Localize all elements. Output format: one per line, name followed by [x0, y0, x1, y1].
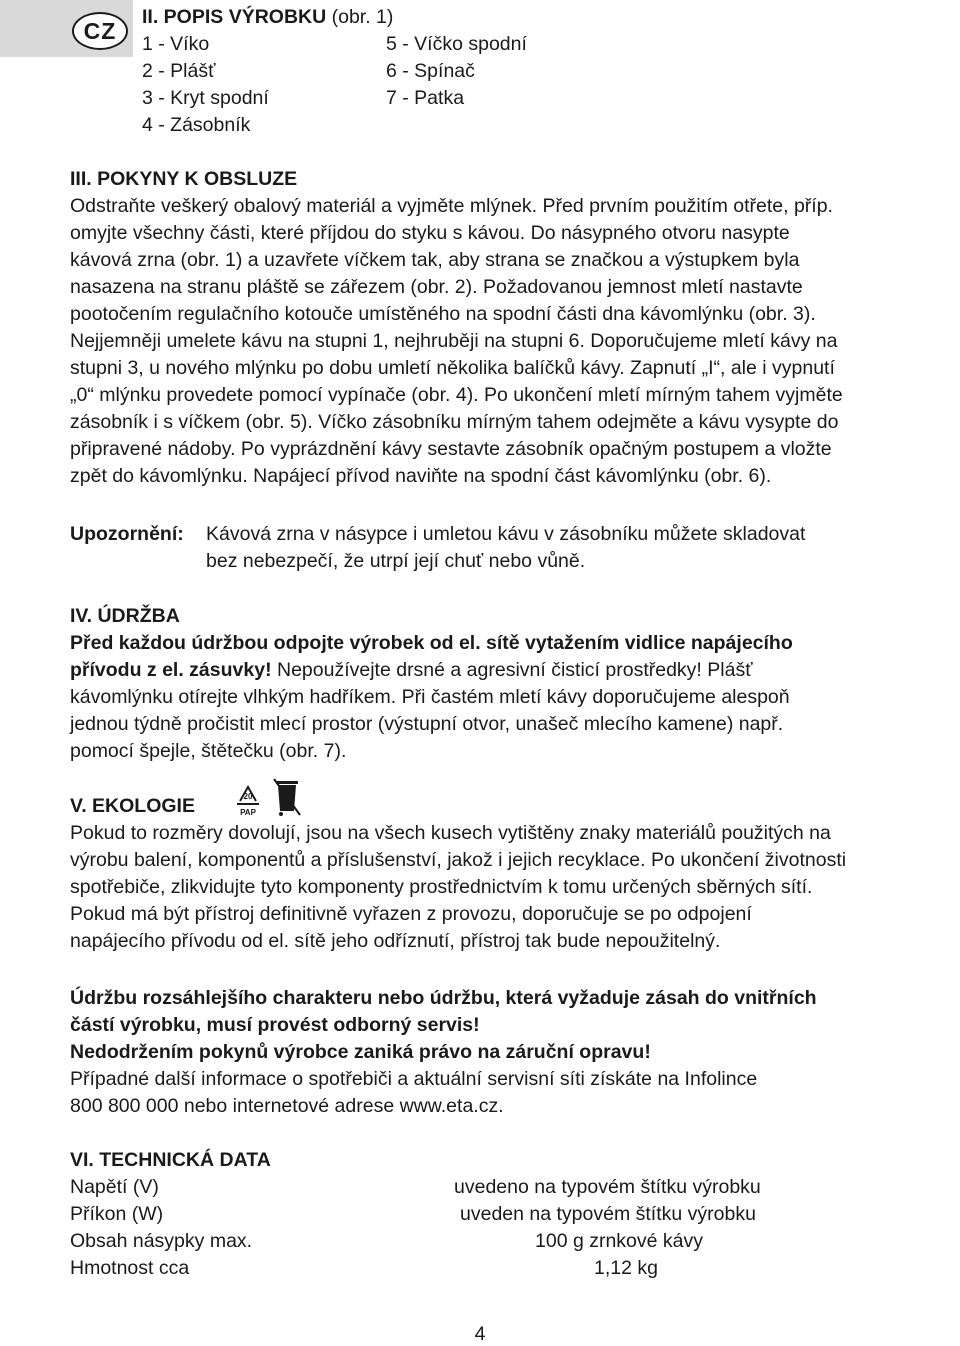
- service-warning: Údržbu rozsáhlejšího charakteru nebo údržbu, která vyžaduje zásah do vnitřních: [70, 987, 817, 1009]
- spec-label: Hmotnost cca: [70, 1257, 190, 1279]
- paragraph-line: Pokud má být přístroj definitivně vyřazen z provozu, doporučuje se po odpojení: [70, 903, 752, 925]
- section3-title: III. POKYNY K OBSLUZE: [70, 168, 298, 190]
- trash-bin-icon: [274, 779, 300, 816]
- paragraph-line: spotřebiče, zlikvidujte tyto komponenty prostřednictvím k tomu určených sběrných sítí.: [70, 876, 813, 898]
- warranty-warning: Nedodržením pokynů výrobce zaniká právo na záruční opravu!: [70, 1041, 651, 1063]
- spec-value: 100 g zrnkové kávy: [535, 1230, 704, 1252]
- paragraph-line: [70, 657, 753, 684]
- paragraph-line: zásobník i s víčkem (obr. 5). Víčko zásobníku mírným tahem odejměte a kávu vysypte do: [70, 411, 839, 433]
- spec-label: Obsah násypky max.: [70, 1230, 253, 1252]
- recycling-label: PAP: [240, 808, 256, 817]
- paragraph-line: Pokud to rozměry dovolují, jsou na všech kusech vytištěny znaky materiálů použitých na: [70, 822, 831, 844]
- paragraph-line: pomocí špejle, štětečku (obr. 7).: [70, 740, 347, 762]
- paragraph-line: 800 800 000 nebo internetové adrese www.eta.cz.: [70, 1095, 504, 1117]
- spec-value: uvedeno na typovém štítku výrobku: [454, 1176, 761, 1198]
- paragraph-line: zpět do kávomlýnku. Napájecí přívod naviňte na spodní část kávomlýnku (obr. 6).: [70, 465, 772, 487]
- paragraph-line: napájecího přívodu od el. sítě jeho odříznutí, přístroj tak bude nepoužitelný.: [70, 930, 721, 952]
- warning-text: bez nebezpečí, že utrpí její chuť nebo vůně.: [206, 550, 586, 572]
- paragraph-line: Nejjemněji umelete kávu na stupni 1, nejhruběji na stupni 6. Doporučujeme mletí kávy na: [70, 330, 838, 352]
- paragraph-line: kávová zrna (obr. 1) a uzavřete víčkem tak, aby strana se značkou a výstupkem byla: [70, 249, 800, 271]
- part-item: 2 - Plášť: [142, 60, 216, 82]
- paragraph-line: nasazena na stranu pláště se zářezem (obr. 2). Požadovanou jemnost mletí nastavte: [70, 276, 803, 298]
- spec-value: uveden na typovém štítku výrobku: [460, 1203, 756, 1225]
- paragraph-line: Odstraňte veškerý obalový materiál a vyjměte mlýnek. Před prvním použitím otřete, příp.: [70, 195, 833, 217]
- part-item: 3 - Kryt spodní: [142, 87, 269, 109]
- safety-warning-end: přívodu z el. zásuvky!: [70, 659, 272, 681]
- paragraph-line: připravené nádoby. Po vyprázdnění kávy sestavte zásobník opačným postupem a vložte: [70, 438, 832, 460]
- part-item: 1 - Víko: [142, 33, 210, 55]
- part-item: 5 - Víčko spodní: [386, 33, 527, 55]
- safety-warning: Před každou údržbou odpojte výrobek od el. sítě vytažením vidlice napájecího: [70, 632, 793, 654]
- language-badge: CZ: [72, 12, 128, 50]
- section2-heading: [142, 4, 393, 31]
- recycling-icon: [228, 775, 302, 819]
- part-item: 4 - Zásobník: [142, 114, 251, 136]
- spec-label: Příkon (W): [70, 1203, 164, 1225]
- paragraph-line: pootočením regulačního kotouče umístěného na spodní části dna kávomlýnku (obr. 3).: [70, 303, 816, 325]
- recycling-number: 20: [243, 792, 253, 801]
- warning-label: Upozornění:: [70, 523, 184, 545]
- part-item: 7 - Patka: [386, 87, 465, 109]
- section4-title: IV. ÚDRŽBA: [70, 605, 180, 627]
- paragraph-line: Případné další informace o spotřebiči a aktuální servisní síti získáte na Infolince: [70, 1068, 758, 1090]
- paragraph-line: výrobu balení, komponentů a příslušenství, jakož i jejich recyklace. Po ukončení životnosti: [70, 849, 847, 871]
- warning-text: Kávová zrna v násypce i umletou kávu v zásobníku můžete skladovat: [206, 523, 806, 545]
- spec-value: 1,12 kg: [594, 1257, 658, 1279]
- paragraph-line: jednou týdně pročistit mlecí prostor (výstupní otvor, unašeč mlecího kamene) např.: [70, 713, 784, 735]
- section5-title: V. EKOLOGIE: [70, 795, 195, 817]
- section2-title-suffix: (obr. 1): [326, 6, 394, 28]
- paragraph-line: kávomlýnku otírejte vlhkým hadříkem. Při častém mletí kávy doporučujeme alespoň: [70, 686, 790, 708]
- paragraph-text: Nepoužívejte drsné a agresivní čisticí prostředky! Plášť: [271, 659, 753, 681]
- service-warning: částí výrobku, musí provést odborný servis!: [70, 1014, 480, 1036]
- part-item: 6 - Spínač: [386, 60, 475, 82]
- section2-title: II. POPIS VÝROBKU: [142, 6, 327, 28]
- page-number: 4: [474, 1323, 486, 1345]
- spec-label: Napětí (V): [70, 1176, 159, 1198]
- paragraph-line: omyjte všechny části, které příjdou do styku s kávou. Do násypného otvoru nasypte: [70, 222, 790, 244]
- paragraph-line: „0“ mlýnku provedete pomocí vypínače (obr. 4). Po ukončení mletí mírným tahem vyjměte: [70, 384, 843, 406]
- paragraph-line: stupni 3, u nového mlýnku po dobu umletí několika balíčků kávy. Zapnutí „I“, ale i vypnutí: [70, 357, 835, 379]
- section6-title: VI. TECHNICKÁ DATA: [70, 1149, 271, 1171]
